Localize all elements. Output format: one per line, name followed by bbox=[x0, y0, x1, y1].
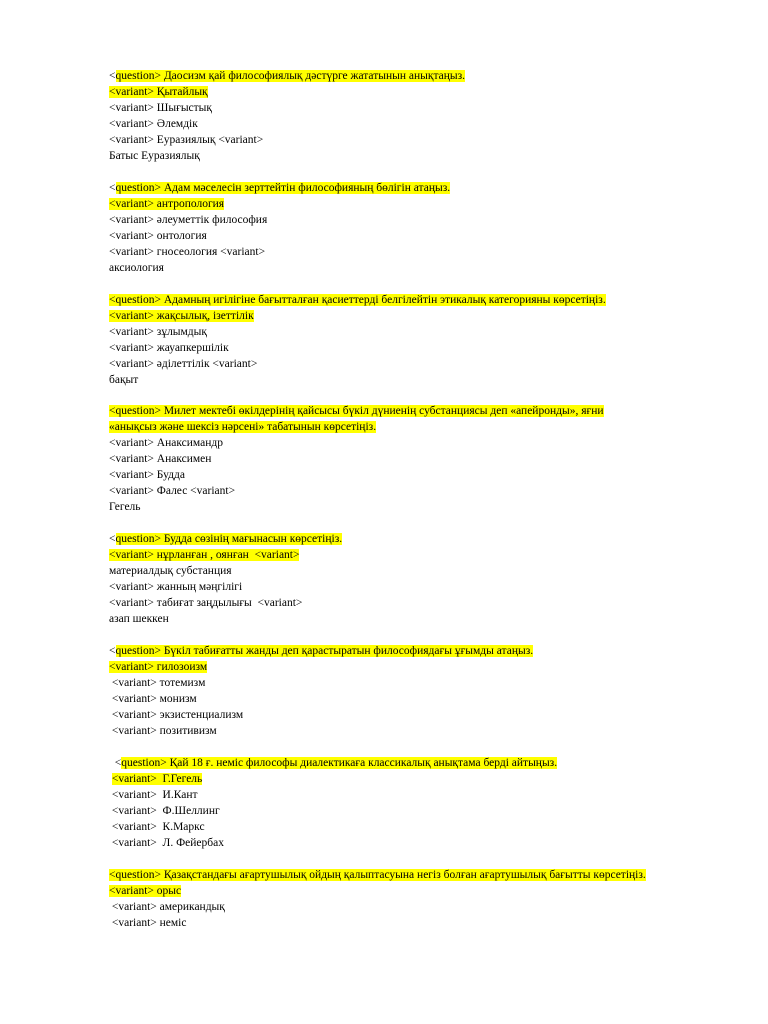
text-segment: <variant> Еуразиялық <variant> bbox=[109, 134, 264, 146]
text-segment: <variant> Л. Фейербах bbox=[109, 837, 224, 849]
text-line bbox=[109, 867, 646, 883]
text-segment: <variant> тотемизм bbox=[109, 677, 206, 689]
text-line bbox=[109, 771, 202, 787]
text-segment: <variant> әлеуметтік философия bbox=[109, 214, 268, 226]
text-line bbox=[109, 228, 207, 244]
highlighted-text: <variant> Қытайлық bbox=[109, 86, 208, 98]
text-segment: <variant> онтология bbox=[109, 230, 207, 242]
text-line bbox=[109, 723, 217, 739]
highlighted-text: <variant> нұрланған , оянған <variant> bbox=[109, 549, 300, 561]
text-segment: <variant> Ф.Шеллинг bbox=[109, 805, 220, 817]
text-line bbox=[109, 451, 211, 467]
text-segment: <variant> жанның мәңгілігі bbox=[109, 581, 243, 593]
text-line bbox=[109, 563, 232, 579]
text-segment: <variant> И.Кант bbox=[109, 789, 198, 801]
text-line bbox=[109, 755, 557, 771]
text-segment: <variant> зұлымдық bbox=[109, 326, 207, 338]
text-line bbox=[109, 707, 243, 723]
text-segment: азап шеккен bbox=[109, 613, 169, 625]
text-line bbox=[109, 899, 225, 915]
text-segment: <variant> К.Маркс bbox=[109, 821, 205, 833]
highlighted-text: <variant> антропология bbox=[109, 198, 225, 210]
highlighted-text: <variant> жақсылық, ізеттілік bbox=[109, 310, 254, 322]
text-line bbox=[109, 803, 220, 819]
text-segment: бақыт bbox=[109, 374, 139, 386]
highlighted-text: <variant> орыс bbox=[109, 885, 182, 897]
text-line bbox=[109, 196, 224, 212]
text-line bbox=[109, 675, 205, 691]
text-line bbox=[109, 483, 235, 499]
text-segment: Гегель bbox=[109, 501, 141, 513]
text-line bbox=[109, 84, 208, 100]
text-line bbox=[109, 659, 207, 675]
text-line bbox=[109, 643, 533, 659]
text-line bbox=[109, 579, 242, 595]
text-line bbox=[109, 100, 212, 116]
highlighted-text: question> Қай 18 ғ. неміс философы диалектикаға классикалық анықтама берді айтыңыз. bbox=[121, 757, 558, 769]
text-line bbox=[109, 372, 138, 388]
text-line bbox=[109, 403, 604, 419]
highlighted-text: question> Даосизм қай философиялық дәстүрге жататынын анықтаңыз. bbox=[115, 70, 466, 82]
text-line bbox=[109, 324, 207, 340]
text-segment: < bbox=[109, 757, 122, 769]
text-segment: <variant> Будда bbox=[109, 469, 185, 481]
highlighted-text: question> Бүкіл табиғатты жанды деп қарастыратын философиядағы ұғымды атаңыз. bbox=[115, 645, 534, 657]
text-line bbox=[109, 308, 254, 324]
text-line bbox=[109, 611, 169, 627]
highlighted-text: <variant> гилозоизм bbox=[109, 661, 208, 673]
highlighted-text: question> Будда сөзінің мағынасын көрсетіңіз. bbox=[115, 533, 343, 545]
text-segment: <variant> позитивизм bbox=[109, 725, 217, 737]
highlighted-text: question> Адам мәселесін зерттейтін философияның бөлігін атаңыз. bbox=[115, 182, 451, 194]
text-segment: <variant> Фалес <variant> bbox=[109, 485, 236, 497]
text-line bbox=[109, 531, 342, 547]
text-segment: < bbox=[109, 70, 116, 82]
text-segment: <variant> Әлемдік bbox=[109, 118, 198, 130]
text-line bbox=[109, 787, 198, 803]
text-segment: аксиология bbox=[109, 262, 164, 274]
text-segment: <variant> Анаксимандр bbox=[109, 437, 223, 449]
highlighted-text: <question> Милет мектебі өкілдерінің қайсысы бүкіл дүниенің субстанциясы деп «апейронды», яғни bbox=[109, 405, 604, 417]
text-line bbox=[109, 244, 265, 260]
text-line bbox=[109, 883, 181, 899]
text-line bbox=[109, 148, 200, 164]
text-line bbox=[109, 260, 164, 276]
text-segment: материалдық субстанция bbox=[109, 565, 232, 577]
text-line bbox=[109, 435, 223, 451]
text-line bbox=[109, 340, 229, 356]
text-line bbox=[109, 547, 299, 563]
text-line bbox=[109, 467, 185, 483]
text-segment: <variant> әділеттілік <variant> bbox=[109, 358, 258, 370]
text-segment: <variant> табиғат заңдылығы <variant> bbox=[109, 597, 303, 609]
text-line bbox=[109, 419, 376, 435]
text-line bbox=[109, 595, 302, 611]
text-line bbox=[109, 691, 197, 707]
text-line bbox=[109, 68, 465, 84]
text-line bbox=[109, 132, 263, 148]
text-segment: <variant> Анаксимен bbox=[109, 453, 212, 465]
text-segment: <variant> Шығыстық bbox=[109, 102, 212, 114]
text-line bbox=[109, 116, 198, 132]
highlighted-text: <variant> Г.Гегель bbox=[111, 773, 203, 785]
text-segment: Батыс Еуразиялық bbox=[109, 150, 200, 162]
text-line bbox=[109, 356, 257, 372]
text-line bbox=[109, 212, 267, 228]
text-segment: <variant> неміс bbox=[109, 917, 187, 929]
text-segment: <variant> американдық bbox=[109, 901, 225, 913]
text-segment: <variant> гносеология <variant> bbox=[109, 246, 266, 258]
highlighted-text: «анықсыз және шексіз нәрсені» табатынын көрсетіңіз. bbox=[109, 421, 377, 433]
text-line bbox=[109, 915, 187, 931]
text-segment: <variant> жауапкершілік bbox=[109, 342, 229, 354]
text-line bbox=[109, 499, 141, 515]
text-line bbox=[109, 292, 606, 308]
text-segment: < bbox=[109, 645, 116, 657]
text-line bbox=[109, 180, 450, 196]
text-segment: < bbox=[109, 533, 116, 545]
highlighted-text: <question> Адамның игілігіне бағытталған қасиеттерді белгілейтін этикалық категорияны көрсетіңіз. bbox=[109, 294, 606, 306]
text-line bbox=[109, 835, 224, 851]
highlighted-text: <question> Қазақстандағы ағартушылық ойдың қалыптасуына негіз болған ағартушылық бағытты көрсетіңіз. bbox=[109, 869, 646, 881]
text-line bbox=[109, 819, 205, 835]
text-segment: <variant> монизм bbox=[109, 693, 197, 705]
text-segment: <variant> экзистенциализм bbox=[109, 709, 244, 721]
text-segment: < bbox=[109, 182, 116, 194]
